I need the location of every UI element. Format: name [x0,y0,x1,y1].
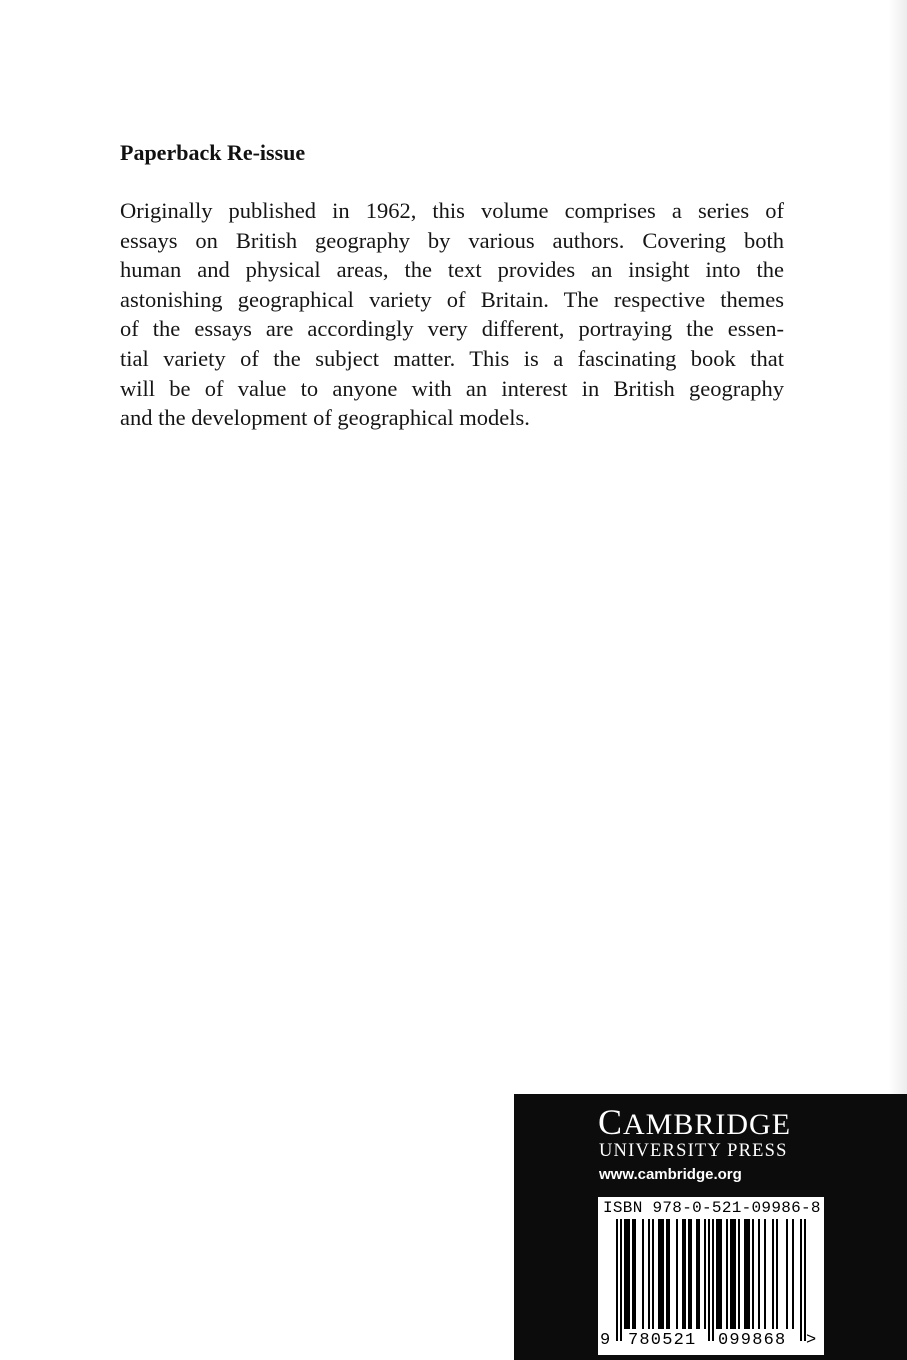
barcode-bar [792,1219,794,1329]
barcode-bar [744,1219,746,1329]
barcode-bar [652,1219,654,1329]
barcode-bar [772,1219,774,1329]
barcode-bar [704,1219,706,1329]
publisher-website: www.cambridge.org [599,1166,742,1183]
barcode-bar [696,1219,698,1329]
barcode-bar [726,1219,728,1329]
barcode-guard-bar [616,1219,618,1341]
barcode-bar [776,1219,778,1329]
publisher-logo-name: CAMBRIDGE [598,1102,792,1142]
barcode-guard-bar [800,1219,802,1341]
barcode-bar [632,1219,634,1329]
barcode-bar [676,1219,678,1329]
barcode-bar [758,1219,760,1329]
barcode-bar [746,1219,748,1329]
description-line: and the development of geographical models. [120,405,530,431]
barcode-bar [624,1219,626,1329]
barcode-left-digits: 780521 [628,1331,697,1350]
barcode-bar [718,1219,720,1329]
barcode-bar [658,1219,660,1329]
barcode-bar [662,1219,664,1329]
publisher-logo-subtitle: UNIVERSITY PRESS [599,1141,788,1161]
barcode-bar [660,1219,662,1329]
barcode-bar [666,1219,668,1329]
barcode-bar [690,1219,692,1329]
description-line: of the essays are accordingly very different, portraying the essen- [120,316,784,342]
barcode-bar [682,1219,684,1329]
barcode-bar [734,1219,736,1329]
barcode-bar [738,1219,740,1329]
barcode-bar [698,1219,700,1329]
barcode-bar [688,1219,690,1329]
barcode-bar [730,1219,732,1329]
barcode-bar [668,1219,670,1329]
barcode-bar [752,1219,754,1329]
barcode-bar [786,1219,788,1329]
isbn-label: ISBN 978-0-521-09986-8 [603,1199,821,1217]
barcode-bar [748,1219,750,1329]
description-line: essays on British geography by various authors. Covering both [120,227,784,253]
publisher-panel [514,1094,907,1360]
description-line: will be of value to anyone with an interest in British geography [120,375,784,401]
barcode-guard-bar [708,1219,710,1341]
barcode-guard-bar [712,1219,714,1341]
barcode-bar [642,1219,644,1329]
barcode-bar [764,1219,766,1329]
description-line: tial variety of the subject matter. This is a fascinating book that [120,345,784,371]
barcode-quiet-marker: > [806,1331,817,1350]
description-line: astonishing geographical variety of Britain. The respective themes [120,286,784,312]
barcode-guard-bar [620,1219,622,1341]
barcode-bar [634,1219,636,1329]
barcode-guard-bar [804,1219,806,1341]
barcode-bar [626,1219,628,1329]
description-line: human and physical areas, the text provides an insight into the [120,257,784,283]
barcode-bar [628,1219,630,1329]
barcode-bar [720,1219,722,1329]
barcode-right-digits: 099868 [718,1331,787,1350]
cover-heading: Paperback Re-issue [120,140,306,165]
isbn-barcode [598,1197,824,1355]
barcode-lead-digit: 9 [600,1331,611,1350]
barcode-bar [684,1219,686,1329]
barcode-bar [716,1219,718,1329]
barcode-bar [732,1219,734,1329]
barcode-bar [648,1219,650,1329]
book-description [120,196,784,433]
description-line: Originally published in 1962, this volume comprises a series of [120,198,784,223]
